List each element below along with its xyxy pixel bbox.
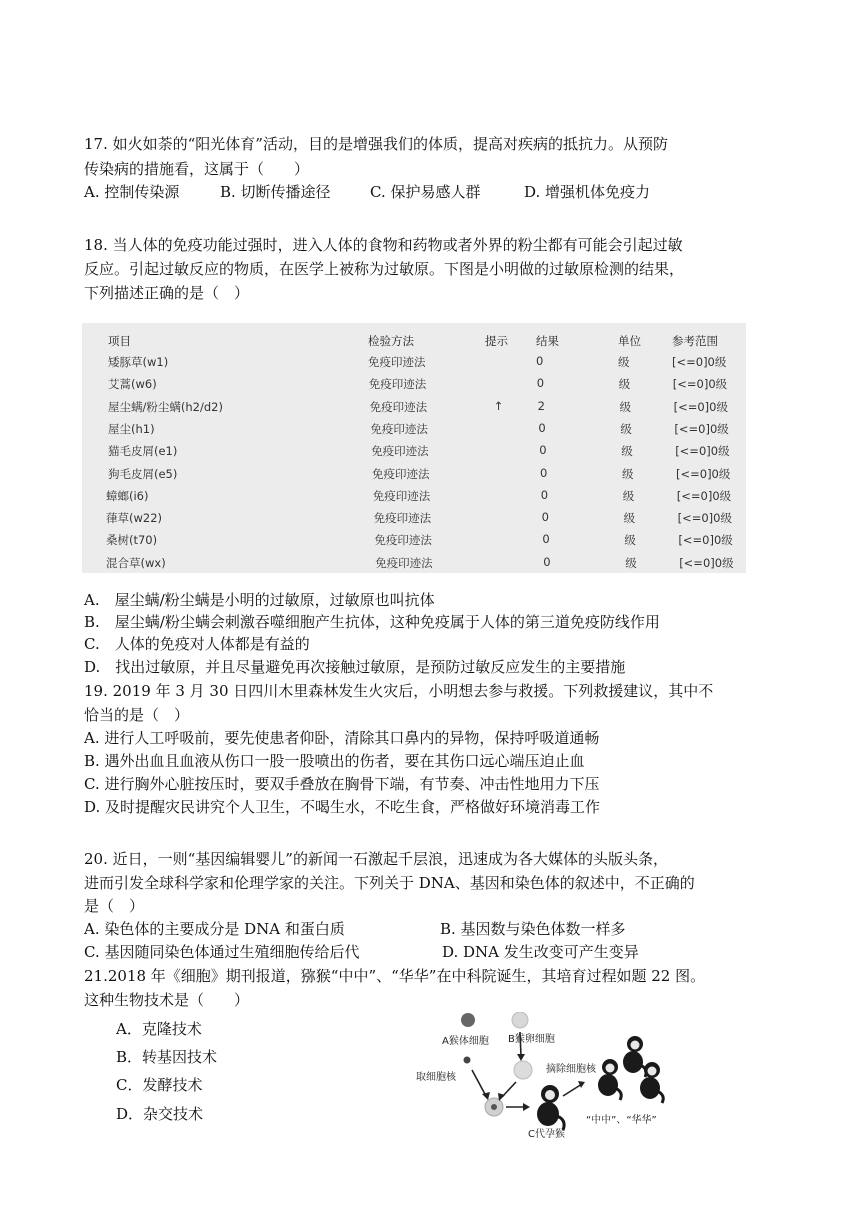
table-cell-unit: 级 <box>622 488 635 503</box>
table-cell-method: 免疫印迹法 <box>373 511 432 526</box>
table-cell-item: 蟑螂(i6) <box>106 488 149 503</box>
table-header-item: 项目 <box>108 334 131 348</box>
enucleated-egg-icon <box>514 1061 532 1079</box>
table-cell-range: [<=0]0级 <box>673 399 728 414</box>
q17-stem-line1: 17. 如火如荼的“阳光体育”活动，目的是增强我们的体质，提高对疾病的抵抗力。从预防 <box>84 135 668 153</box>
table-cell-unit: 级 <box>624 533 636 548</box>
table-cell-unit: 级 <box>620 421 632 436</box>
q19-option-b: B. 遇外出血且血液从伤口一股一股喷出的伤者，要在其伤口远心端压迫止血 <box>84 752 585 770</box>
table-cell-method: 免疫印迹法 <box>371 444 429 459</box>
table-cell-unit: 级 <box>623 511 636 526</box>
table-header-range: 参考范围 <box>672 334 718 348</box>
table-cell-item: 屋尘(h1) <box>108 421 155 436</box>
table-cell-result: 0 <box>540 487 549 502</box>
table-cell-result: 0 <box>538 420 546 435</box>
q20-options-row1 <box>84 918 626 940</box>
table-cell-unit: 级 <box>618 355 630 369</box>
q17-stem-line2: 传染病的措施看，这属于（ ） <box>84 160 310 178</box>
table-cell-method: 免疫印迹法 <box>370 421 428 436</box>
table-cell-method: 免疫印迹法 <box>372 488 431 503</box>
table-cell-method: 免疫印迹法 <box>369 399 428 414</box>
q19-stem-line2: 恰当的是（ ） <box>84 706 190 724</box>
table-cell-item: 艾蒿(w6) <box>108 377 157 392</box>
label-surrogate: C代孕猴 <box>528 1129 565 1140</box>
label-offspring: “中中”、“华华” <box>586 1115 657 1126</box>
table-cell-item: 矮豚草(w1) <box>108 355 169 369</box>
table-cell-range: [<=0]0级 <box>677 511 732 526</box>
q21-option-a: A．克隆技术 <box>116 1020 202 1038</box>
table-cell-item: 猫毛皮屑(e1) <box>108 444 178 459</box>
q21-option-d: D．杂交技术 <box>116 1105 204 1123</box>
q20-option-b: B. 基因数与染色体数一样多 <box>440 920 626 938</box>
table-cell-item: 狗毛皮屑(e5) <box>108 466 178 481</box>
table-header-hint: 提示 <box>485 334 508 348</box>
q21-option-b: B．转基因技术 <box>116 1048 218 1066</box>
label-remove-nucleus: 摘除细胞核 <box>546 1064 596 1075</box>
table-cell-unit: 级 <box>618 377 631 392</box>
q18-stem-line2: 反应。引起过敏反应的物质，在医学上被称为过敏原。下图是小明做的过敏原检测的结果， <box>84 260 685 278</box>
q20-stem-line3: 是（ ） <box>84 897 145 915</box>
table-header-result: 结果 <box>536 334 559 348</box>
q21-stem-line1: 21.2018 年《细胞》期刊报道，猕猴“中中”、“华华”在中科院诞生，其培育过程如题 22 图。 <box>84 967 706 985</box>
q20-stem-line1: 20. 近日，一则“基因编辑婴儿”的新闻一石激起千层浪，迅速成为各大媒体的头版头条， <box>84 850 668 868</box>
q17-option-d: D. 增强机体免疫力 <box>524 183 651 201</box>
q19-option-a: A. 进行人工呼吸前，要先使患者仰卧，清除其口鼻内的异物，保持呼吸道通畅 <box>84 729 600 747</box>
label-take-nucleus: 取细胞核 <box>416 1072 456 1083</box>
table-cell-range: [<=0]0级 <box>672 377 728 392</box>
table-cell-method: 免疫印迹法 <box>375 555 433 570</box>
fused-cell-nucleus-icon <box>491 1104 497 1110</box>
q20-option-d: D. DNA 发生改变可产生变异 <box>442 943 639 961</box>
table-cell-method: 免疫印迹法 <box>374 533 432 548</box>
q21-stem-line2: 这种生物技术是（ ） <box>84 991 250 1009</box>
table-header-method: 检验方法 <box>368 334 414 348</box>
table-cell-unit: 级 <box>625 555 637 570</box>
table-cell-item: 葎草(w22) <box>106 511 163 526</box>
q19-option-c: C. 进行胸外心脏按压时，要双手叠放在胸骨下端，有节奏、冲击性地用力下压 <box>84 775 600 793</box>
table-cell-result: 0 <box>541 510 549 525</box>
q19-option-d: D. 及时提醒灾民讲究个人卫生，不喝生水，不吃生食，严格做好环境消毒工作 <box>84 798 601 816</box>
table-cell-range: [<=0]0级 <box>675 444 730 459</box>
egg-cell-icon <box>512 1012 528 1028</box>
q20-stem-line2: 进而引发全球科学家和伦理学家的关注。下列关于 DNA、基因和染色体的叙述中，不正确的 <box>84 874 695 892</box>
table-cell-range: [<=0]0级 <box>679 555 734 570</box>
q17-options <box>84 181 650 203</box>
cloning-process-diagram <box>410 1012 710 1140</box>
table-cell-range: [<=0]0级 <box>674 421 729 436</box>
table-cell-range: [<=0]0级 <box>678 533 733 548</box>
q18-option-c: C. 人体的免疫对人体都是有益的 <box>84 635 310 653</box>
table-cell-item: 桑树(t70) <box>106 533 158 548</box>
table-cell-item: 混合草(wx) <box>106 555 166 570</box>
table-cell-result: 0 <box>536 354 544 368</box>
q20-option-a: A. 染色体的主要成分是 DNA 和蛋白质 <box>84 920 345 938</box>
table-cell-unit: 级 <box>619 399 632 414</box>
nucleus-icon <box>464 1057 471 1064</box>
allergen-test-result-table <box>82 323 746 573</box>
table-cell-item: 屋尘螨/粉尘螨(h2/d2) <box>108 399 223 414</box>
q18-option-a: A. 屋尘螨/粉尘螨是小明的过敏原，过敏原也叫抗体 <box>84 591 435 609</box>
label-egg-cell: B猴卵细胞 <box>508 1034 555 1045</box>
table-cell-result: 0 <box>540 465 548 480</box>
table-cell-range: [<=0]0级 <box>676 466 731 481</box>
label-somatic-cell: A猴体细胞 <box>442 1036 489 1047</box>
q21-option-c: C．发酵技术 <box>116 1076 203 1094</box>
table-cell-result: 0 <box>539 443 547 458</box>
offspring-monkey-icon-1 <box>598 1059 621 1100</box>
somatic-cell-icon <box>461 1013 475 1027</box>
q18-stem-line3: 下列描述正确的是（ ） <box>84 284 250 302</box>
q20-options-row2 <box>84 941 639 963</box>
table-header-unit: 单位 <box>618 334 641 348</box>
q19-stem-line1: 19. 2019 年 3 月 30 日四川木里森林发生火灾后，小明想去参与救援。下列救援建议，其中不 <box>84 682 714 700</box>
table-cell-result: 2 <box>537 398 545 413</box>
table-cell-unit: 级 <box>622 466 634 481</box>
q18-option-b: B. 屋尘螨/粉尘螨会刺激吞噬细胞产生抗体，这种免疫属于人体的第三道免疫防线作用 <box>84 613 660 631</box>
table-cell-range: [<=0]0级 <box>676 488 732 503</box>
q17-option-c: C. 保护易感人群 <box>370 183 481 201</box>
table-cell-method: 免疫印迹法 <box>368 377 427 392</box>
table-cell-result: 0 <box>542 532 550 547</box>
table-cell-method: 免疫印迹法 <box>368 355 426 369</box>
table-cell-result: 0 <box>543 554 551 569</box>
offspring-monkey-icon-2 <box>623 1036 646 1077</box>
table-cell-unit: 级 <box>621 444 633 459</box>
q17-option-a: A. 控制传染源 <box>84 183 180 201</box>
table-cell-method: 免疫印迹法 <box>372 466 430 481</box>
q18-option-d: D. 找出过敏原，并且尽量避免再次接触过敏原，是预防过敏反应发生的主要措施 <box>84 658 626 676</box>
surrogate-monkey-icon <box>537 1085 564 1130</box>
q17-option-b: B. 切断传播途径 <box>220 183 331 201</box>
table-cell-hint: ↑ <box>493 398 504 413</box>
table-cell-result: 0 <box>536 376 545 391</box>
q20-option-c: C. 基因随同染色体通过生殖细胞传给后代 <box>84 943 360 961</box>
table-cell-range: [<=0]0级 <box>672 355 727 369</box>
q18-stem-line1: 18. 当人体的免疫功能过强时，进入人体的食物和药物或者外界的粉尘都有可能会引起过敏 <box>84 236 683 254</box>
